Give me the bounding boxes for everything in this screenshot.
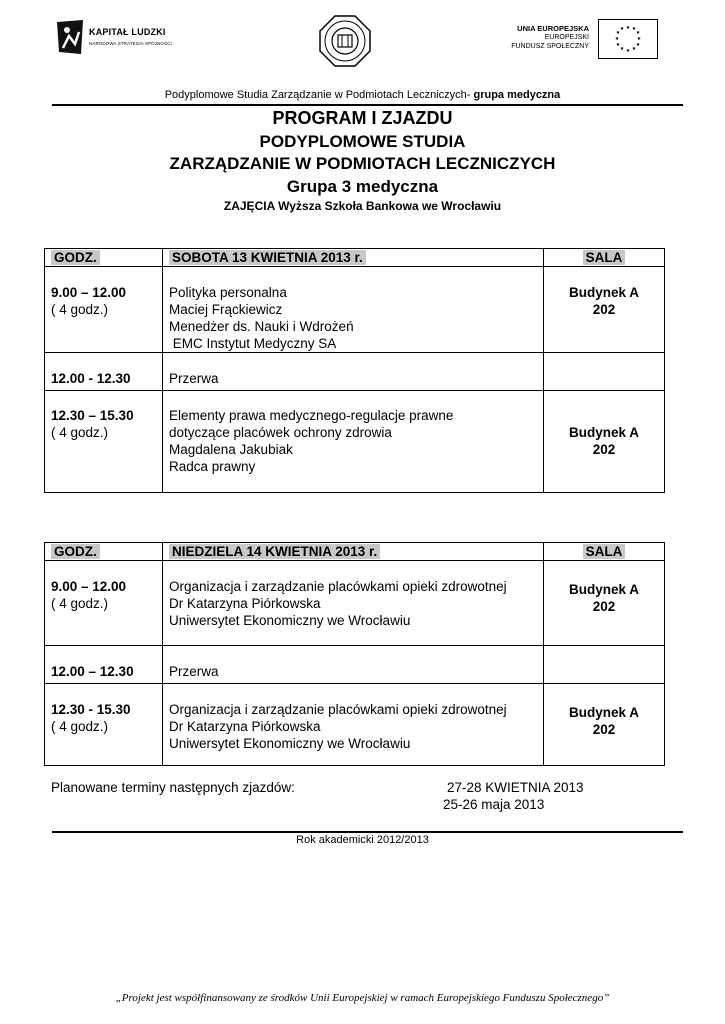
svg-text:★: ★: [636, 36, 642, 42]
row-time: 12.30 - 15.30: [51, 702, 131, 717]
studies-title: PODYPLOMOWE STUDIA: [259, 132, 466, 151]
row-line: Polityka personalna: [169, 285, 287, 300]
table-header-row: [45, 249, 665, 267]
university-seal-icon: [318, 14, 372, 68]
row-time: 12.00 - 12.30: [51, 371, 131, 386]
row-line: Uniwersytet Ekonomiczny we Wrocławiu: [169, 613, 411, 628]
kapital-ludzki-logo-icon: [55, 18, 85, 56]
svg-text:★: ★: [631, 26, 637, 32]
table-row: [45, 646, 665, 684]
row-time: 9.00 – 12.00: [51, 285, 127, 300]
row-time: 12.30 – 15.30: [51, 408, 134, 423]
row-sala-building: Budynek A: [568, 582, 639, 597]
svg-text:★: ★: [619, 46, 625, 52]
row-line: Radca prawny: [169, 459, 256, 474]
col-day: SOBOTA 13 KWIETNIA 2013 r.: [169, 250, 366, 265]
academic-year: Rok akademicki 2012/2013: [296, 834, 429, 846]
row-hours: ( 4 godz.): [51, 596, 109, 611]
svg-text:★: ★: [615, 42, 621, 48]
kapital-ludzki-title: KAPITAŁ LUDZKI: [89, 27, 166, 37]
row-time: 9.00 – 12.00: [51, 579, 127, 594]
svg-text:★: ★: [625, 25, 631, 31]
row-line: Organizacja i zarządzanie placówkami opieki zdrowotnej: [169, 702, 507, 717]
studies-subject: ZARZĄDZANIE W PODMIOTACH LECZNICZYCH: [169, 154, 556, 173]
top-divider: [52, 104, 683, 106]
col-sala: SALA: [583, 544, 626, 559]
university-seal: [318, 14, 372, 68]
next-meetings-label: Planowane terminy następnych zjazdów:: [51, 780, 295, 795]
schedule-table-saturday: [44, 248, 665, 493]
row-sala-room: 202: [592, 302, 616, 317]
col-godz: GODZ.: [51, 250, 100, 265]
row-sala-room: 202: [592, 722, 616, 737]
eu-flag-icon: [599, 20, 657, 58]
svg-text:★: ★: [615, 30, 621, 36]
table-header-row: [45, 543, 665, 561]
row-sala-building: Budynek A: [568, 425, 639, 440]
row-line: Maciej Frąckiewicz: [169, 302, 283, 317]
row-sala-room: 202: [592, 442, 616, 457]
next-meeting-date-1: 27-28 KWIETNIA 2013: [447, 780, 584, 795]
kapital-ludzki-logo: [55, 18, 205, 58]
running-header-plain: Podyplomowe Studia Zarządzanie w Podmiotach Leczniczych-: [164, 89, 474, 101]
eu-line-3: FUNDUSZ SPOŁECZNY: [511, 43, 589, 50]
group-title: Grupa 3 medyczna: [286, 177, 439, 196]
col-day: NIEDZIELA 14 KWIETNIA 2013 r.: [169, 544, 380, 559]
row-hours: ( 4 godz.): [51, 302, 109, 317]
eu-line-1: UNIA EUROPEJSKA: [517, 24, 589, 33]
col-sala: SALA: [583, 250, 626, 265]
svg-text:★: ★: [631, 46, 637, 52]
row-sala-room: 202: [592, 599, 616, 614]
row-line: Magdalena Jakubiak: [169, 442, 293, 457]
venue-title: ZAJĘCIA Wyższa Szkoła Bankowa we Wrocławiu: [223, 199, 502, 213]
row-line: Uniwersytet Ekonomiczny we Wrocławiu: [169, 736, 411, 751]
row-hours: ( 4 godz.): [51, 425, 109, 440]
eu-funding-footer: „Projekt jest współfinansowany ze środków Unii Europejskiej w ramach Europejskiego Funduszu Społecznego”: [115, 992, 610, 1004]
kapital-ludzki-subtitle: NARODOWA STRATEGIA SPÓJNOŚCI: [89, 41, 172, 46]
row-line: EMC Instytut Medyczny SA: [169, 336, 337, 351]
bottom-divider: [52, 831, 683, 833]
row-line: Menedżer ds. Nauki i Wdrożeń: [169, 319, 354, 334]
next-meeting-date-2: 25-26 maja 2013: [443, 797, 545, 812]
row-time: 12.00 – 12.30: [51, 664, 134, 679]
running-header: [0, 89, 725, 101]
table-row: [45, 267, 665, 353]
row-sala-building: Budynek A: [568, 705, 639, 720]
eu-line-2: EUROPEJSKI: [544, 34, 589, 41]
svg-text:★: ★: [625, 48, 631, 54]
running-header-bold: grupa medyczna: [473, 89, 561, 101]
row-hours: ( 4 godz.): [51, 719, 109, 734]
row-line: Organizacja i zarządzanie placówkami opieki zdrowotnej: [169, 579, 507, 594]
row-sala-building: Budynek A: [568, 285, 639, 300]
program-title: PROGRAM I ZJAZDU: [272, 108, 453, 128]
row-line: Dr Katarzyna Piórkowska: [169, 596, 321, 611]
table-row: [45, 561, 665, 646]
row-line: Elementy prawa medycznego-regulacje prawne: [169, 408, 454, 423]
table-row: [45, 353, 665, 391]
eu-flag: [598, 19, 658, 59]
row-line: dotyczące placówek ochrony zdrowia: [169, 425, 392, 440]
row-line: Dr Katarzyna Piórkowska: [169, 719, 321, 734]
svg-text:★: ★: [614, 36, 620, 42]
schedule-table-sunday: [44, 542, 665, 766]
table-row: [45, 391, 665, 493]
row-line: Przerwa: [169, 664, 219, 679]
row-line: Przerwa: [169, 371, 219, 386]
table-row: [45, 684, 665, 766]
svg-text:★: ★: [635, 42, 641, 48]
col-godz: GODZ.: [51, 544, 100, 559]
svg-text:★: ★: [619, 26, 625, 32]
svg-text:★: ★: [635, 30, 641, 36]
eu-text: [495, 24, 589, 51]
